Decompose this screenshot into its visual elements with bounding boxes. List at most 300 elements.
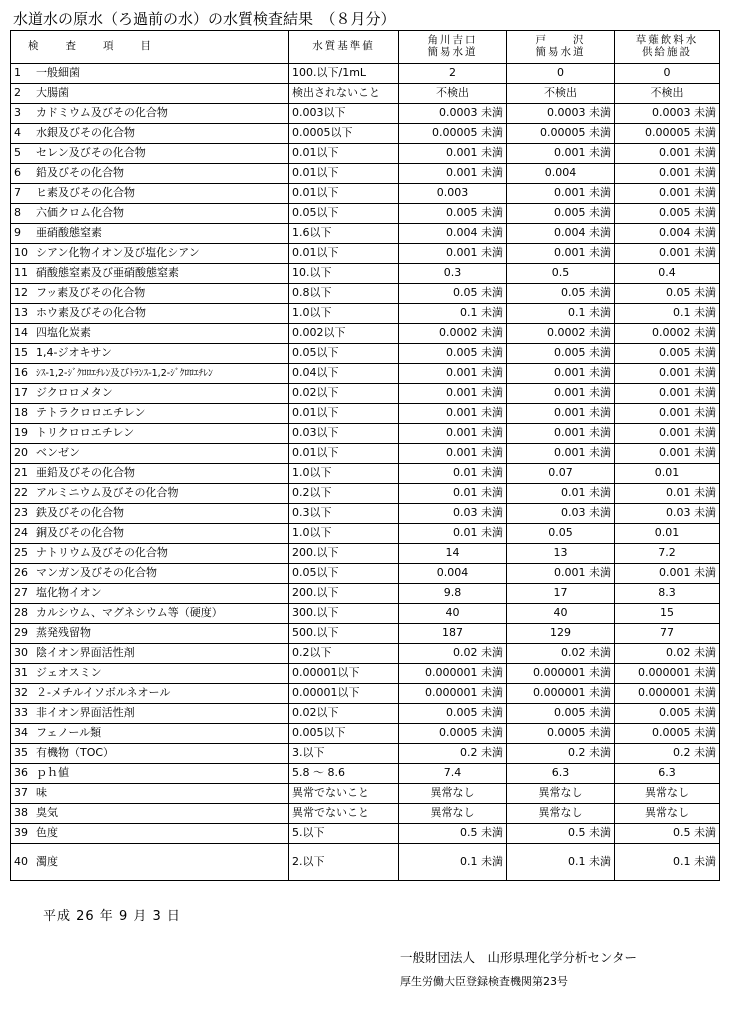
standard-cell: 0.01以下 (289, 444, 399, 464)
site-3-value: 0.001 未満 (615, 564, 720, 584)
table-row (11, 364, 720, 384)
standard-cell: 0.0005以下 (289, 124, 399, 144)
table-row (11, 204, 720, 224)
item-name: カドミウム及びその化合物 (36, 106, 168, 120)
item-cell (11, 384, 289, 404)
table-row (11, 684, 720, 704)
site-1-value: 0.01 未満 (399, 524, 507, 544)
site-3-value: 0.00005 未満 (615, 124, 720, 144)
site-2-value: 0.1 未満 (507, 844, 615, 881)
table-row (11, 124, 720, 144)
item-name: ベンゼン (36, 446, 80, 460)
item-cell (11, 264, 289, 284)
item-cell (11, 504, 289, 524)
item-name: 鉄及びその化合物 (36, 506, 124, 520)
site-1-value: 0.000001 未満 (399, 664, 507, 684)
standard-cell: 1.0以下 (289, 524, 399, 544)
item-name: 塩化物イオン (36, 586, 102, 600)
table-row (11, 844, 720, 881)
item-name: 鉛及びその化合物 (36, 166, 124, 180)
item-cell (11, 244, 289, 264)
item-number: 25 (14, 546, 28, 560)
site-1-value: 7.4 (399, 764, 507, 784)
site-3-value: 0.001 未満 (615, 424, 720, 444)
item-name: トリクロロエチレン (36, 426, 135, 440)
site-1-value: 0.001 未満 (399, 364, 507, 384)
site-1-value: 0.005 未満 (399, 704, 507, 724)
item-cell (11, 164, 289, 184)
item-name: 亜鉛及びその化合物 (36, 466, 135, 480)
site-1-value: 2 (399, 64, 507, 84)
item-name: 水銀及びその化合物 (36, 126, 135, 140)
item-number: 10 (14, 246, 28, 260)
standard-cell: 0.01以下 (289, 184, 399, 204)
item-name: テトラクロロエチレン (36, 406, 146, 420)
item-number: 34 (14, 726, 28, 740)
site-3-value: 0.001 未満 (615, 164, 720, 184)
site-2-value: 0.001 未満 (507, 364, 615, 384)
table-row (11, 384, 720, 404)
item-number: 23 (14, 506, 28, 520)
standard-cell: 0.01以下 (289, 164, 399, 184)
site-1-value: 0.0005 未満 (399, 724, 507, 744)
standard-cell: 0.05以下 (289, 564, 399, 584)
item-name: ホウ素及びその化合物 (36, 306, 146, 320)
item-cell (11, 784, 289, 804)
item-cell (11, 104, 289, 124)
table-row (11, 784, 720, 804)
standard-cell: 0.3以下 (289, 504, 399, 524)
site-2-value: 0.005 未満 (507, 344, 615, 364)
site-2-value: 129 (507, 624, 615, 644)
site-3-value: 異常なし (615, 784, 720, 804)
item-number: 39 (14, 826, 28, 840)
item-name: 四塩化炭素 (36, 326, 91, 340)
item-name: 臭気 (36, 806, 58, 820)
item-number: 29 (14, 626, 28, 640)
item-cell (11, 684, 289, 704)
site-3-value: 0.0002 未満 (615, 324, 720, 344)
item-cell (11, 824, 289, 844)
site-3-value: 0.4 (615, 264, 720, 284)
site-3-value: 0.005 未満 (615, 704, 720, 724)
standard-cell: 0.02以下 (289, 704, 399, 724)
item-cell (11, 144, 289, 164)
site-2-value: 0.004 (507, 164, 615, 184)
item-number: 40 (14, 854, 28, 868)
item-name: 陰イオン界面活性剤 (36, 646, 135, 660)
item-cell (11, 84, 289, 104)
site-3-value: 0.001 未満 (615, 384, 720, 404)
site-2-value: 異常なし (507, 784, 615, 804)
registration-number: 厚生労働大臣登録検査機関第23号 (400, 975, 568, 988)
table-row (11, 184, 720, 204)
site-2-value: 0.05 未満 (507, 284, 615, 304)
item-name: ２-メチルイソボルネオール (36, 686, 171, 700)
item-name: シアン化物イオン及び塩化シアン (36, 246, 200, 260)
item-name: ジクロロメタン (36, 386, 113, 400)
standard-cell: 0.01以下 (289, 404, 399, 424)
site-1-value: 0.2 未満 (399, 744, 507, 764)
site-2-value: 0.000001 未満 (507, 684, 615, 704)
item-number: 35 (14, 746, 28, 760)
table-row (11, 764, 720, 784)
table-row (11, 244, 720, 264)
site-3-value: 0.05 未満 (615, 284, 720, 304)
site-2-value: 0.001 未満 (507, 564, 615, 584)
item-cell (11, 704, 289, 724)
item-number: 24 (14, 526, 28, 540)
site-3-value: 0.004 未満 (615, 224, 720, 244)
site-3-value: 6.3 (615, 764, 720, 784)
standard-cell: 0.01以下 (289, 244, 399, 264)
item-cell (11, 664, 289, 684)
item-cell (11, 804, 289, 824)
item-number: 14 (14, 326, 28, 340)
item-name: 六価クロム化合物 (36, 206, 124, 220)
item-number: 21 (14, 466, 28, 480)
site-3-value: 0.001 未満 (615, 184, 720, 204)
site-1-value: 不検出 (399, 84, 507, 104)
item-cell (11, 564, 289, 584)
site-2-value: 0.0005 未満 (507, 724, 615, 744)
site-2-value: 0.001 未満 (507, 244, 615, 264)
item-cell (11, 444, 289, 464)
site-1-value: 0.05 未満 (399, 284, 507, 304)
item-number: 27 (14, 586, 28, 600)
standard-cell: 0.2以下 (289, 484, 399, 504)
site-1-value: 0.00005 未満 (399, 124, 507, 144)
item-name: 大腸菌 (36, 86, 69, 100)
table-row (11, 424, 720, 444)
item-cell (11, 324, 289, 344)
item-cell (11, 644, 289, 664)
item-number: 18 (14, 406, 28, 420)
table-row (11, 664, 720, 684)
item-number: 32 (14, 686, 28, 700)
site-1-value: 0.001 未満 (399, 164, 507, 184)
item-cell (11, 424, 289, 444)
site-3-value: 0.001 未満 (615, 404, 720, 424)
table-row (11, 84, 720, 104)
site-2-value: 0.03 未満 (507, 504, 615, 524)
site-3-value: 不検出 (615, 84, 720, 104)
header-site-2: 戸 沢 簡易水道 (507, 31, 615, 64)
table-row (11, 584, 720, 604)
item-number: 7 (14, 186, 21, 200)
item-cell (11, 64, 289, 84)
standard-cell: 0.04以下 (289, 364, 399, 384)
site-3-value: 0 (615, 64, 720, 84)
site-2-value: 0.01 未満 (507, 484, 615, 504)
site-1-value: 0.004 未満 (399, 224, 507, 244)
table-row (11, 304, 720, 324)
standard-cell: 0.2以下 (289, 644, 399, 664)
site-3-value: 0.0005 未満 (615, 724, 720, 744)
organization-name: 一般財団法人 山形県理化学分析センター (400, 950, 638, 965)
site-1-value: 0.1 未満 (399, 844, 507, 881)
standard-cell: 0.8以下 (289, 284, 399, 304)
site-1-value: 0.03 未満 (399, 504, 507, 524)
site-2-value: 0.001 未満 (507, 144, 615, 164)
site-3-value: 異常なし (615, 804, 720, 824)
site-2-value: 0.1 未満 (507, 304, 615, 324)
item-number: 12 (14, 286, 28, 300)
site-1-value: 0.5 未満 (399, 824, 507, 844)
site-3-value: 0.001 未満 (615, 244, 720, 264)
item-number: 6 (14, 166, 21, 180)
standard-cell: 100.以下/1mL (289, 64, 399, 84)
item-name: 1,4-ジオキサン (36, 346, 112, 360)
site-3-value: 77 (615, 624, 720, 644)
site-2-value: 不検出 (507, 84, 615, 104)
site-2-value: 40 (507, 604, 615, 624)
site-1-value: 0.001 未満 (399, 244, 507, 264)
header-standard: 水質基準値 (289, 31, 399, 64)
site-3-value: 0.01 未満 (615, 484, 720, 504)
report-date: 平成 26 年 9 月 3 日 (43, 909, 181, 924)
table-row (11, 604, 720, 624)
site-2-value: 0 (507, 64, 615, 84)
site-2-value: 0.000001 未満 (507, 664, 615, 684)
item-number: 13 (14, 306, 28, 320)
site-3-value: 0.1 未満 (615, 844, 720, 881)
site-3-value: 0.2 未満 (615, 744, 720, 764)
site-2-value: 0.005 未満 (507, 704, 615, 724)
site-2-value: 0.0002 未満 (507, 324, 615, 344)
item-name: カルシウム、マグネシウム等（硬度） (36, 606, 223, 620)
site-1-value: 0.01 未満 (399, 484, 507, 504)
item-name: 非イオン界面活性剤 (36, 706, 135, 720)
item-cell (11, 304, 289, 324)
table-row (11, 284, 720, 304)
item-number: 3 (14, 106, 21, 120)
site-2-value: 異常なし (507, 804, 615, 824)
standard-cell: 500.以下 (289, 624, 399, 644)
site-1-value: 9.8 (399, 584, 507, 604)
item-cell (11, 124, 289, 144)
site-2-value: 0.001 未満 (507, 184, 615, 204)
site-3-value: 0.01 (615, 524, 720, 544)
item-name: 味 (36, 786, 47, 800)
item-name: 一般細菌 (36, 66, 80, 80)
item-number: 9 (14, 226, 21, 240)
item-name: マンガン及びその化合物 (36, 566, 157, 580)
item-name: 蒸発残留物 (36, 626, 91, 640)
site-3-value: 8.3 (615, 584, 720, 604)
standard-cell: 1.0以下 (289, 304, 399, 324)
site-1-value: 0.01 未満 (399, 464, 507, 484)
item-name: 亜硝酸態窒素 (36, 226, 102, 240)
table-row (11, 164, 720, 184)
item-number: 28 (14, 606, 28, 620)
item-name: セレン及びその化合物 (36, 146, 146, 160)
table-row (11, 444, 720, 464)
item-number: 2 (14, 86, 21, 100)
item-name: フェノール類 (36, 726, 102, 740)
item-number: 33 (14, 706, 28, 720)
table-row (11, 804, 720, 824)
site-3-value: 0.001 未満 (615, 144, 720, 164)
site-1-value: 40 (399, 604, 507, 624)
standard-cell: 5.8 ～ 8.6 (289, 764, 399, 784)
site-3-value: 0.5 未満 (615, 824, 720, 844)
item-cell (11, 584, 289, 604)
site-1-value: 0.001 未満 (399, 384, 507, 404)
item-cell (11, 344, 289, 364)
table-row (11, 224, 720, 244)
site-1-value: 0.02 未満 (399, 644, 507, 664)
water-quality-table (10, 30, 720, 881)
table-row (11, 64, 720, 84)
item-cell (11, 364, 289, 384)
item-cell (11, 624, 289, 644)
site-3-value: 0.1 未満 (615, 304, 720, 324)
item-number: 26 (14, 566, 28, 580)
standard-cell: 1.0以下 (289, 464, 399, 484)
header-site-3: 草薙飲料水 供給施設 (615, 31, 720, 64)
site-2-value: 0.05 (507, 524, 615, 544)
standard-cell: 0.002以下 (289, 324, 399, 344)
site-2-value: 13 (507, 544, 615, 564)
item-name: ｐｈ値 (36, 766, 69, 780)
table-header-row (11, 31, 720, 64)
site-2-value: 0.5 未満 (507, 824, 615, 844)
item-name: 硝酸態窒素及び亜硝酸態窒素 (36, 266, 179, 280)
standard-cell: 異常でないこと (289, 784, 399, 804)
site-1-value: 0.001 未満 (399, 444, 507, 464)
standard-cell: 5.以下 (289, 824, 399, 844)
site-3-value: 0.001 未満 (615, 364, 720, 384)
item-number: 1 (14, 66, 21, 80)
site-1-value: 異常なし (399, 784, 507, 804)
site-2-value: 0.07 (507, 464, 615, 484)
item-cell (11, 844, 289, 881)
standard-cell: 2.以下 (289, 844, 399, 881)
standard-cell: 3.以下 (289, 744, 399, 764)
site-1-value: 14 (399, 544, 507, 564)
item-cell (11, 544, 289, 564)
site-2-value: 0.00005 未満 (507, 124, 615, 144)
site-1-value: 0.005 未満 (399, 344, 507, 364)
site-2-value: 17 (507, 584, 615, 604)
item-number: 31 (14, 666, 28, 680)
table-row (11, 564, 720, 584)
site-2-value: 0.004 未満 (507, 224, 615, 244)
item-number: 19 (14, 426, 28, 440)
table-row (11, 724, 720, 744)
site-2-value: 0.001 未満 (507, 444, 615, 464)
item-number: 17 (14, 386, 28, 400)
item-name: アルミニウム及びその化合物 (36, 486, 179, 500)
site-1-value: 0.1 未満 (399, 304, 507, 324)
site-1-value: 187 (399, 624, 507, 644)
item-name: フッ素及びその化合物 (36, 286, 146, 300)
site-1-value: 0.005 未満 (399, 204, 507, 224)
item-number: 36 (14, 766, 28, 780)
site-3-value: 0.02 未満 (615, 644, 720, 664)
item-cell (11, 224, 289, 244)
item-number: 5 (14, 146, 21, 160)
page-title: 水道水の原水（ろ過前の水）の水質検査結果 （８月分） (13, 10, 396, 28)
item-number: 22 (14, 486, 28, 500)
item-cell (11, 184, 289, 204)
standard-cell: 300.以下 (289, 604, 399, 624)
item-cell (11, 204, 289, 224)
item-number: 4 (14, 126, 21, 140)
site-1-value: 0.000001 未満 (399, 684, 507, 704)
item-cell (11, 724, 289, 744)
item-name: ナトリウム及びその化合物 (36, 546, 168, 560)
standard-cell: 0.003以下 (289, 104, 399, 124)
site-2-value: 0.02 未満 (507, 644, 615, 664)
site-1-value: 0.0002 未満 (399, 324, 507, 344)
site-1-value: 異常なし (399, 804, 507, 824)
standard-cell: 0.005以下 (289, 724, 399, 744)
site-3-value: 15 (615, 604, 720, 624)
item-name: ｼｽ-1,2-ｼﾞｸﾛﾛｴﾁﾚﾝ及びﾄﾗﾝｽ-1,2-ｼﾞｸﾛﾛｴﾁﾚﾝ (36, 368, 213, 380)
standard-cell: 0.00001以下 (289, 684, 399, 704)
standard-cell: 200.以下 (289, 584, 399, 604)
table-row (11, 744, 720, 764)
site-3-value: 0.000001 未満 (615, 684, 720, 704)
table-row (11, 104, 720, 124)
item-cell (11, 484, 289, 504)
site-3-value: 0.01 (615, 464, 720, 484)
site-3-value: 0.001 未満 (615, 444, 720, 464)
standard-cell: 1.6以下 (289, 224, 399, 244)
site-1-value: 0.001 未満 (399, 424, 507, 444)
standard-cell: 0.01以下 (289, 144, 399, 164)
item-name: 濁度 (36, 854, 58, 868)
standard-cell: 0.02以下 (289, 384, 399, 404)
table-row (11, 264, 720, 284)
standard-cell: 異常でないこと (289, 804, 399, 824)
site-1-value: 0.001 未満 (399, 144, 507, 164)
item-cell (11, 604, 289, 624)
table-row (11, 524, 720, 544)
site-3-value: 7.2 (615, 544, 720, 564)
standard-cell: 200.以下 (289, 544, 399, 564)
item-name: 色度 (36, 826, 58, 840)
site-2-value: 0.0003 未満 (507, 104, 615, 124)
item-cell (11, 764, 289, 784)
item-number: 30 (14, 646, 28, 660)
site-1-value: 0.0003 未満 (399, 104, 507, 124)
site-2-value: 0.001 未満 (507, 424, 615, 444)
item-number: 37 (14, 786, 28, 800)
table-row (11, 144, 720, 164)
table-row (11, 324, 720, 344)
site-2-value: 0.001 未満 (507, 384, 615, 404)
standard-cell: 10.以下 (289, 264, 399, 284)
standard-cell: 0.05以下 (289, 204, 399, 224)
site-3-value: 0.005 未満 (615, 204, 720, 224)
table-row (11, 544, 720, 564)
table-row (11, 504, 720, 524)
table-row (11, 484, 720, 504)
item-cell (11, 744, 289, 764)
header-site-1: 角川吉口 簡易水道 (399, 31, 507, 64)
item-number: 8 (14, 206, 21, 220)
site-1-value: 0.001 未満 (399, 404, 507, 424)
site-1-value: 0.004 (399, 564, 507, 584)
item-number: 11 (14, 266, 28, 280)
standard-cell: 0.00001以下 (289, 664, 399, 684)
header-item: 検 査 項 目 (11, 31, 289, 64)
item-cell (11, 524, 289, 544)
table-row (11, 404, 720, 424)
